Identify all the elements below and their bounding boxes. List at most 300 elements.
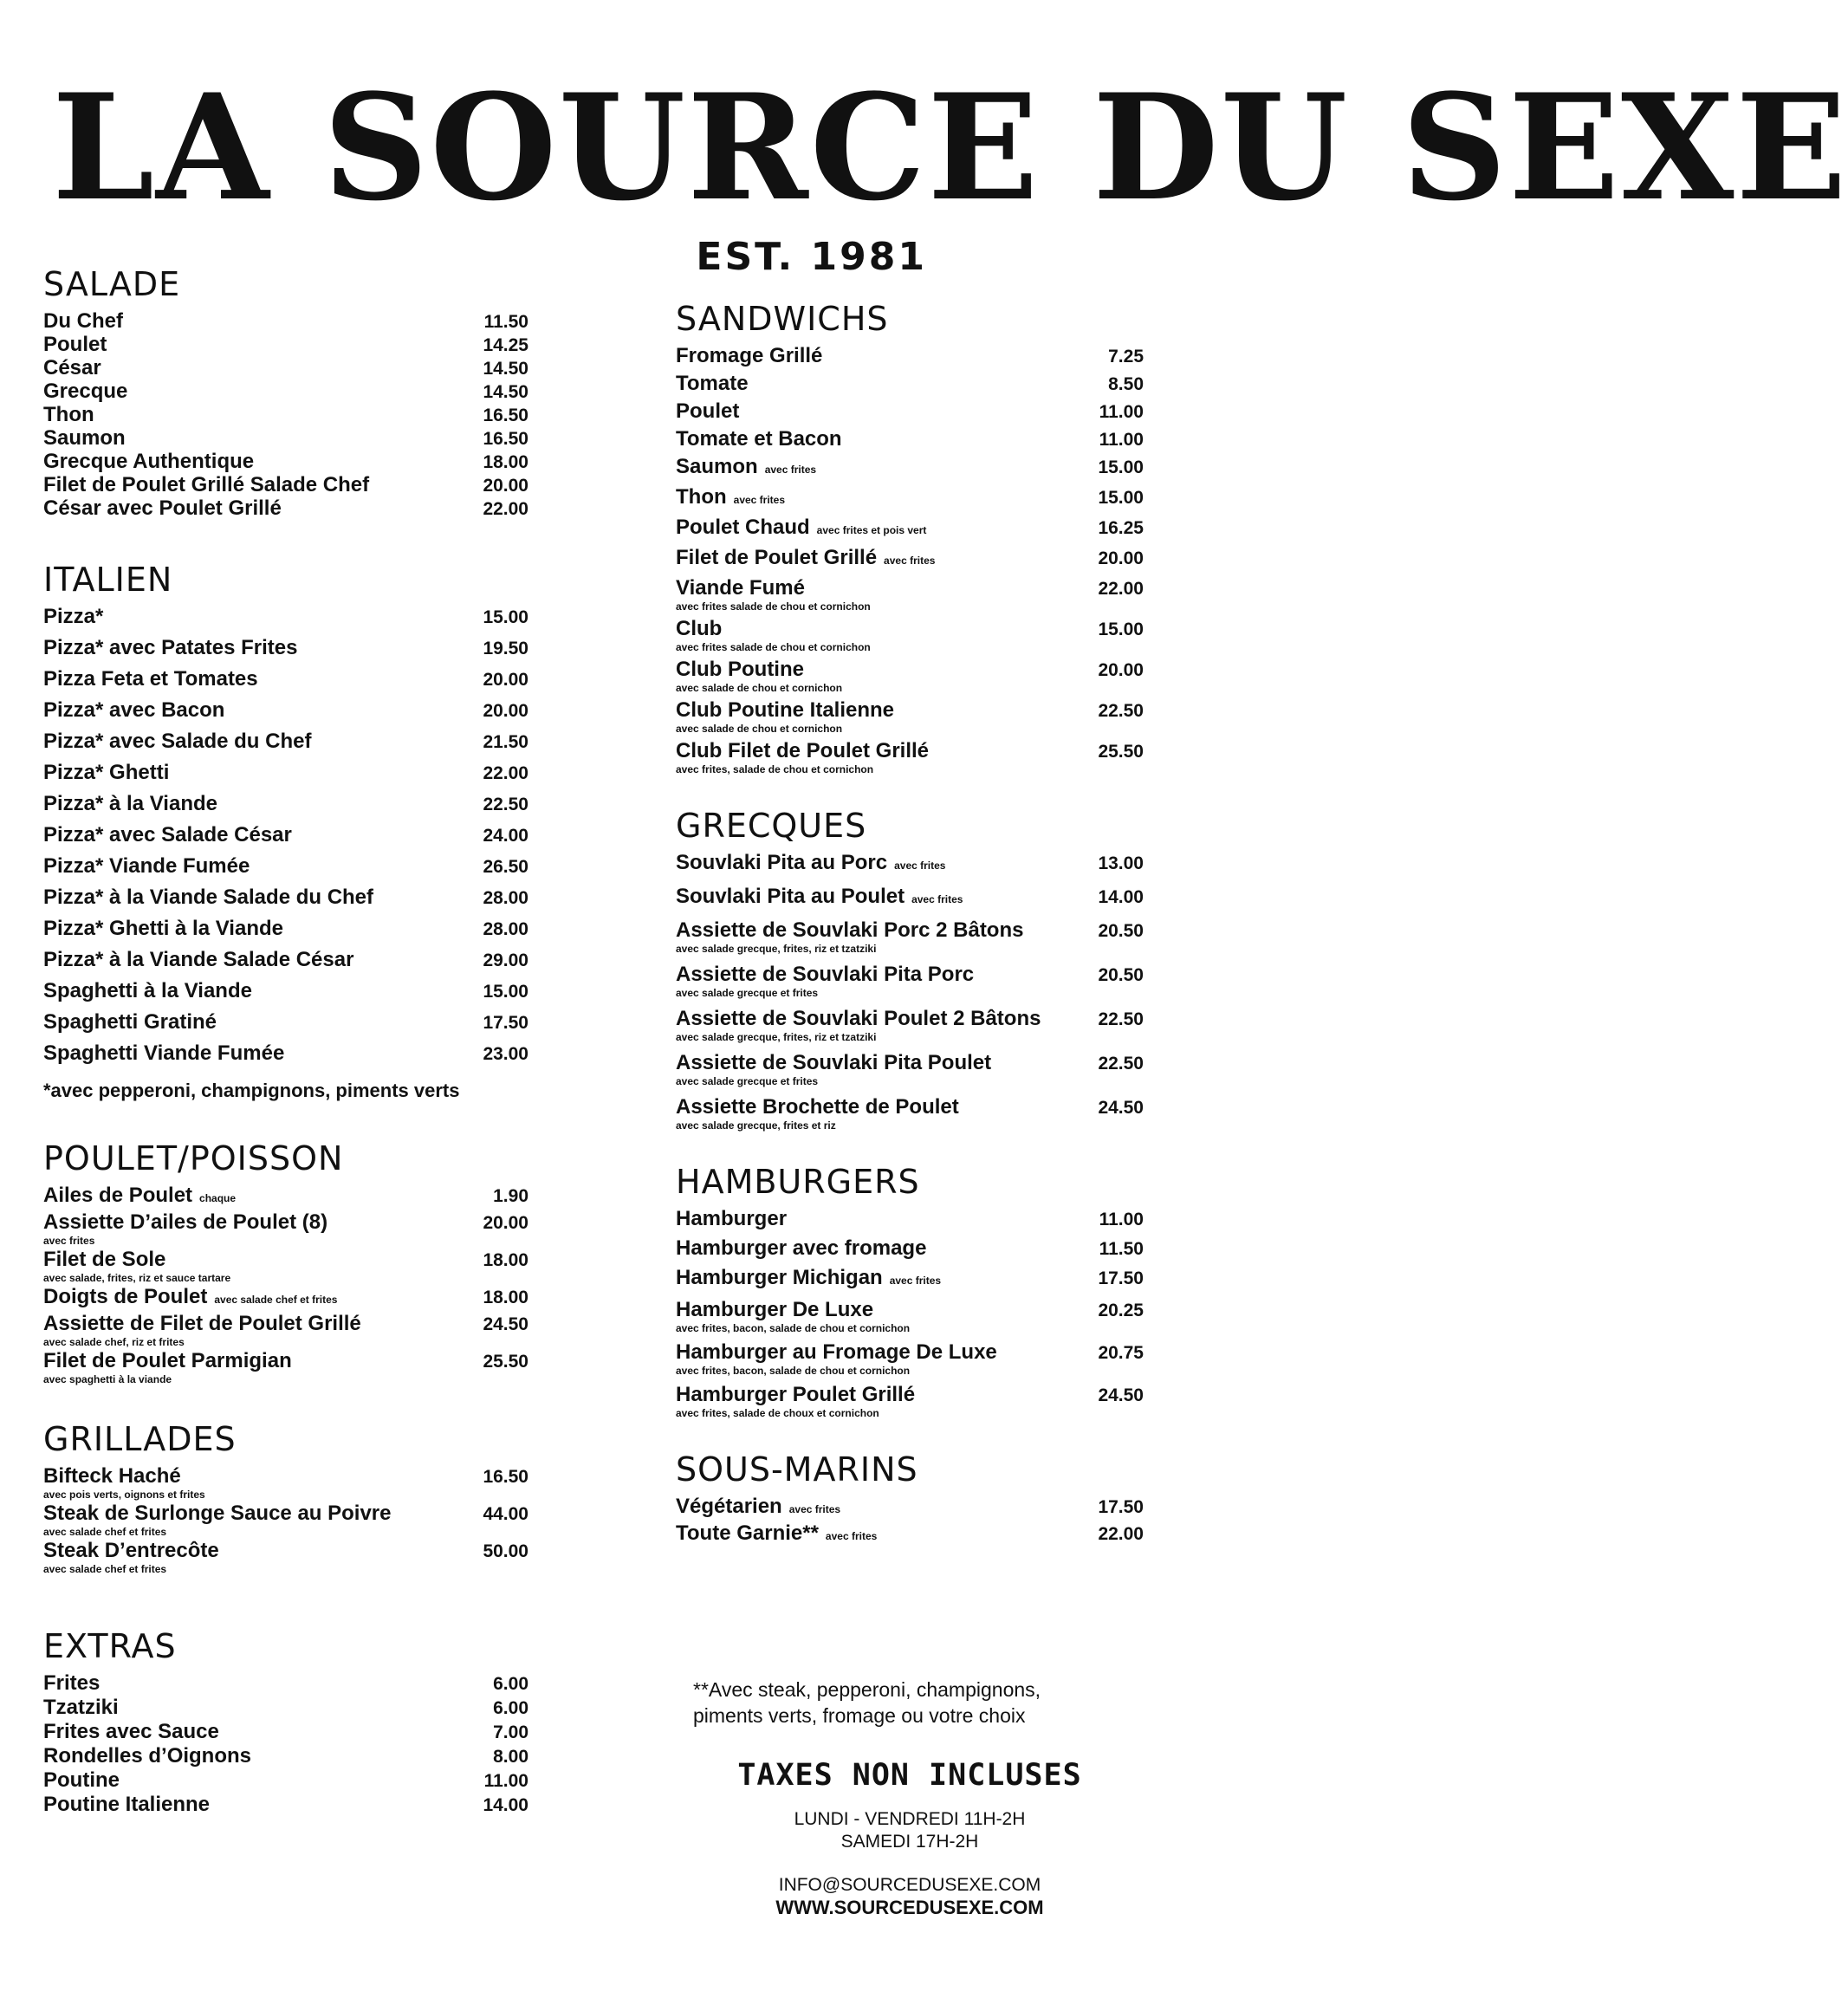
item-name-text: Poutine Italienne xyxy=(43,1793,211,1816)
item-name-text: Pizza* Ghetti à la Viande xyxy=(43,917,283,940)
menu-item xyxy=(676,1095,1144,1132)
item-name xyxy=(43,473,451,496)
item-name-text: Hamburger Poulet Grillé xyxy=(676,1383,916,1406)
item-name-text: Club Poutine xyxy=(676,658,804,681)
menu-item xyxy=(43,854,528,879)
menu-item-row xyxy=(676,576,1144,600)
item-price: 22.50 xyxy=(1098,1009,1144,1029)
item-name xyxy=(43,979,451,1003)
item-name-text: Pizza* avec Salade César xyxy=(43,823,292,847)
item-description: avec frites salade de chou et cornichon xyxy=(676,600,871,613)
item-price: 15.00 xyxy=(1098,488,1144,508)
menu-item xyxy=(43,948,528,972)
item-name-text: Club xyxy=(676,617,723,640)
item-name xyxy=(43,761,451,785)
item-name-text: Club Filet de Poulet Grillé xyxy=(676,739,930,762)
item-name xyxy=(676,546,1074,573)
item-name xyxy=(43,823,451,847)
item-description: avec salade de chou et cornichon xyxy=(676,682,843,694)
item-name-text: Poulet xyxy=(676,399,740,423)
menu-item xyxy=(676,344,1144,368)
item-price: 11.50 xyxy=(1099,1239,1144,1259)
item-name-text: Hamburger avec fromage xyxy=(676,1236,927,1260)
menu-item xyxy=(43,450,528,473)
item-note: avec frites xyxy=(825,1530,878,1542)
item-name-text: Pizza* avec Patates Frites xyxy=(43,636,298,659)
item-price: 11.50 xyxy=(483,312,528,332)
item-name-text: Tzatziki xyxy=(43,1696,119,1719)
menu-item xyxy=(676,1521,1144,1548)
menu-item xyxy=(676,1340,1144,1378)
item-description: avec salade grecque, frites, riz et tzatziki xyxy=(676,1031,877,1043)
menu-item xyxy=(43,1312,528,1349)
item-name xyxy=(43,1312,451,1336)
menu-list xyxy=(43,1464,528,1576)
item-name-text: Doigts de Poulet xyxy=(43,1285,208,1308)
menu-item-row xyxy=(43,1312,528,1336)
item-name xyxy=(43,1248,451,1272)
menu-item-row xyxy=(43,1210,528,1235)
item-price: 20.00 xyxy=(1098,548,1144,568)
item-description: avec salade chef et frites xyxy=(43,1563,167,1575)
item-name xyxy=(43,1184,451,1210)
menu-item xyxy=(676,372,1144,396)
menu-item xyxy=(43,1539,528,1576)
menu-item xyxy=(676,1495,1144,1521)
menu-item xyxy=(43,403,528,426)
item-price: 16.50 xyxy=(483,429,528,449)
item-description: avec salade grecque, frites et riz xyxy=(676,1119,836,1132)
item-price: 20.75 xyxy=(1098,1343,1144,1363)
menu-item xyxy=(676,399,1144,424)
menu-item-row xyxy=(43,1010,528,1035)
item-price: 22.00 xyxy=(1098,1524,1144,1544)
item-name xyxy=(676,1298,1074,1322)
item-name-text: Filet de Sole xyxy=(43,1248,166,1271)
email-address: INFO@SOURCEDUSEXE.COM xyxy=(778,1875,1041,1895)
item-price: 6.00 xyxy=(493,1698,528,1718)
menu-item-row xyxy=(676,1266,1144,1293)
menu-item xyxy=(43,698,528,723)
menu-item xyxy=(676,1207,1144,1231)
menu-item-row xyxy=(43,730,528,754)
website-link[interactable]: WWW.SOURCEDUSEXE.COM xyxy=(775,1897,1044,1918)
menu-item-row xyxy=(676,885,1144,911)
menu-item-row xyxy=(676,617,1144,641)
section-title: EXTRAS xyxy=(43,1627,177,1665)
menu-item xyxy=(676,516,1144,542)
section-title: ITALIEN xyxy=(43,561,173,599)
item-price: 14.50 xyxy=(483,382,528,402)
item-note: avec frites xyxy=(764,464,817,476)
item-name xyxy=(43,1539,451,1563)
menu-item xyxy=(43,426,528,450)
item-price: 24.50 xyxy=(1098,1098,1144,1118)
item-name xyxy=(676,485,1074,512)
menu-item xyxy=(676,918,1144,956)
section-extras xyxy=(43,1626,528,1817)
item-name-text: Hamburger xyxy=(676,1207,788,1230)
menu-item xyxy=(43,636,528,660)
menu-list xyxy=(43,605,528,1066)
item-price: 23.00 xyxy=(483,1044,528,1064)
item-price: 13.00 xyxy=(1098,853,1144,873)
item-name xyxy=(43,1768,451,1793)
menu-item xyxy=(43,730,528,754)
menu-item xyxy=(43,473,528,496)
item-price: 15.00 xyxy=(483,982,528,1002)
menu-item xyxy=(43,356,528,379)
item-name-text: Bifteck Haché xyxy=(43,1464,181,1488)
item-name xyxy=(43,1041,451,1066)
item-price: 25.50 xyxy=(483,1352,528,1372)
menu-item-row xyxy=(676,455,1144,482)
item-price: 22.00 xyxy=(1098,579,1144,599)
item-name xyxy=(43,403,451,426)
item-description: avec salade chef et frites xyxy=(43,1526,167,1538)
item-name-text: Pizza* avec Bacon xyxy=(43,698,225,722)
menu-item-row xyxy=(43,426,528,450)
menu-list xyxy=(43,309,528,520)
item-note: chaque xyxy=(199,1192,237,1204)
item-name xyxy=(43,450,451,473)
menu-item-row xyxy=(676,1095,1144,1119)
item-name-text: Filet de Poulet Grillé Salade Chef xyxy=(43,473,370,496)
item-name xyxy=(676,739,1074,763)
menu-item-row xyxy=(43,979,528,1003)
menu-item xyxy=(43,1744,528,1768)
item-price: 20.00 xyxy=(483,701,528,721)
menu-item-row xyxy=(43,1502,528,1526)
menu-item xyxy=(43,979,528,1003)
item-name xyxy=(43,426,451,450)
item-name-text: Frites avec Sauce xyxy=(43,1720,219,1743)
menu-item xyxy=(43,792,528,816)
menu-item xyxy=(43,1671,528,1696)
menu-item xyxy=(676,617,1144,654)
item-price: 7.25 xyxy=(1108,347,1144,367)
section-title: GRECQUES xyxy=(676,807,867,845)
section-sandwichs xyxy=(676,299,1144,776)
item-description: avec salade de chou et cornichon xyxy=(676,723,843,735)
item-price: 11.00 xyxy=(483,1771,528,1791)
item-name xyxy=(676,344,1074,368)
item-name-text: Grecque Authentique xyxy=(43,450,255,473)
menu-item-row xyxy=(43,792,528,816)
item-price: 15.00 xyxy=(1098,620,1144,639)
menu-left-column xyxy=(43,264,528,1817)
item-description: avec spaghetti à la viande xyxy=(43,1373,172,1385)
item-price: 19.50 xyxy=(483,639,528,658)
section-sous-marins xyxy=(676,1450,1144,1548)
menu-item xyxy=(676,1383,1144,1420)
menu-item xyxy=(43,1210,528,1248)
section-title: GRILLADES xyxy=(43,1420,237,1458)
section-hamburgers xyxy=(676,1162,1144,1420)
menu-item-row xyxy=(676,1298,1144,1322)
item-price: 22.00 xyxy=(483,499,528,519)
item-name-text: César avec Poulet Grillé xyxy=(43,496,282,520)
item-name-text: Saumon xyxy=(43,426,126,450)
menu-item xyxy=(43,823,528,847)
item-price: 50.00 xyxy=(483,1541,528,1561)
item-name xyxy=(43,1696,451,1720)
item-note: avec frites xyxy=(788,1503,841,1515)
item-name-text: Grecque xyxy=(43,379,128,403)
item-price: 8.00 xyxy=(493,1747,528,1767)
menu-item-row xyxy=(676,1236,1144,1261)
menu-item-row xyxy=(43,1041,528,1066)
item-price: 22.50 xyxy=(1098,701,1144,721)
hours-saturday: SAMEDI 17H-2H xyxy=(840,1832,979,1852)
menu-item-row xyxy=(43,1671,528,1696)
menu-item xyxy=(43,1464,528,1502)
item-note: avec frites xyxy=(894,860,946,872)
item-name-text: Spaghetti à la Viande xyxy=(43,979,252,1002)
item-description: avec salade, frites, riz et sauce tartare xyxy=(43,1272,231,1284)
item-name xyxy=(676,658,1074,682)
item-name-text: Filet de Poulet Parmigian xyxy=(43,1349,292,1372)
menu-item xyxy=(676,739,1144,776)
menu-item xyxy=(43,761,528,785)
item-name xyxy=(43,1349,451,1373)
item-name-text: Ailes de Poulet xyxy=(43,1184,193,1207)
menu-item-row xyxy=(676,963,1144,987)
menu-item xyxy=(676,485,1144,512)
item-name-text: Assiette de Souvlaki Poulet 2 Bâtons xyxy=(676,1007,1041,1030)
menu-item-row xyxy=(676,427,1144,451)
item-name xyxy=(43,1720,451,1744)
item-name-text: Thon xyxy=(43,403,94,426)
item-price: 22.50 xyxy=(483,795,528,814)
menu-item xyxy=(676,851,1144,878)
menu-item-row xyxy=(43,667,528,691)
section-title: SALADE xyxy=(43,265,181,303)
item-price: 16.50 xyxy=(483,405,528,425)
menu-item xyxy=(43,1010,528,1035)
menu-item-row xyxy=(676,1207,1144,1231)
menu-item-row xyxy=(676,1383,1144,1407)
item-name xyxy=(676,885,1074,911)
item-name-text: Poulet Chaud xyxy=(676,516,810,539)
item-price: 17.50 xyxy=(1098,1497,1144,1517)
section-grecques xyxy=(676,806,1144,1132)
item-name-text: Viande Fumé xyxy=(676,576,805,600)
item-name-text: Hamburger au Fromage De Luxe xyxy=(676,1340,997,1364)
item-name xyxy=(676,455,1074,482)
item-name-text: Pizza* Viande Fumée xyxy=(43,854,250,878)
section-grillades xyxy=(43,1419,528,1576)
menu-item xyxy=(43,496,528,520)
item-name xyxy=(676,1207,1074,1231)
item-description: avec pois verts, oignons et frites xyxy=(43,1489,205,1501)
section-italien xyxy=(43,560,528,1104)
item-name xyxy=(43,854,451,879)
item-name-text: Tomate xyxy=(676,372,749,395)
item-name xyxy=(676,698,1074,723)
menu-item-row xyxy=(43,1720,528,1744)
menu-item-row xyxy=(43,636,528,660)
item-price: 11.00 xyxy=(1099,430,1144,450)
item-price: 25.50 xyxy=(1098,742,1144,762)
menu-item-row xyxy=(676,739,1144,763)
menu-item-row xyxy=(43,379,528,403)
menu-item-row xyxy=(43,917,528,941)
item-name xyxy=(43,730,451,754)
item-price: 21.50 xyxy=(483,732,528,752)
menu-item xyxy=(676,455,1144,482)
menu-item xyxy=(43,1285,528,1312)
item-name-text: Spaghetti Gratiné xyxy=(43,1010,217,1034)
menu-item xyxy=(43,333,528,356)
item-name-text: Thon xyxy=(676,485,727,509)
item-name xyxy=(676,1236,1074,1261)
item-price: 20.00 xyxy=(483,670,528,690)
item-price: 6.00 xyxy=(493,1674,528,1694)
item-name xyxy=(43,1210,451,1235)
item-name-text: Hamburger Michigan xyxy=(676,1266,883,1289)
menu-item-row xyxy=(676,1495,1144,1521)
item-name xyxy=(676,617,1074,641)
item-description: avec frites, salade de choux et cornichon xyxy=(676,1407,879,1419)
menu-item-row xyxy=(676,1521,1144,1548)
item-price: 22.00 xyxy=(483,763,528,783)
item-name xyxy=(43,698,451,723)
item-name xyxy=(676,1340,1074,1365)
item-price: 18.00 xyxy=(483,1288,528,1307)
item-price: 14.00 xyxy=(1098,887,1144,907)
menu-item-row xyxy=(676,546,1144,573)
menu-item xyxy=(43,1696,528,1720)
item-name xyxy=(43,1010,451,1035)
menu-item-row xyxy=(43,1285,528,1312)
menu-item-row xyxy=(43,1464,528,1489)
item-name xyxy=(43,309,451,333)
item-description: avec salade grecque et frites xyxy=(676,987,819,999)
menu-item-row xyxy=(43,948,528,972)
menu-item-row xyxy=(43,854,528,879)
item-price: 11.00 xyxy=(1099,1210,1144,1229)
item-name-text: Frites xyxy=(43,1671,101,1695)
item-description: avec frites, salade de chou et cornichon xyxy=(676,763,874,775)
item-name xyxy=(43,1502,451,1526)
menu-item xyxy=(43,1349,528,1386)
logo-established: EST. 1981 xyxy=(696,235,927,279)
item-price: 18.00 xyxy=(483,1250,528,1270)
item-name-text: Pizza* à la Viande Salade du Chef xyxy=(43,885,374,909)
item-price: 24.50 xyxy=(1098,1385,1144,1405)
menu-item-row xyxy=(43,1349,528,1373)
item-description: avec frites, bacon, salade de chou et cornichon xyxy=(676,1365,911,1377)
menu-item-row xyxy=(676,399,1144,424)
item-name xyxy=(43,885,451,910)
menu-list xyxy=(676,1207,1144,1420)
menu-item xyxy=(676,658,1144,695)
item-price: 24.00 xyxy=(483,826,528,846)
item-price: 22.50 xyxy=(1098,1054,1144,1074)
item-name-text: Assiette Brochette de Poulet xyxy=(676,1095,959,1119)
item-description: avec frites xyxy=(43,1235,95,1247)
item-name-text: Toute Garnie** xyxy=(676,1521,819,1545)
menu-item-row xyxy=(676,1051,1144,1075)
menu-item-row xyxy=(43,496,528,520)
menu-item-row xyxy=(676,918,1144,943)
item-description: avec frites salade de chou et cornichon xyxy=(676,641,871,653)
menu-item-row xyxy=(43,1696,528,1720)
item-name xyxy=(43,948,451,972)
item-price: 16.50 xyxy=(483,1467,528,1487)
restaurant-logo xyxy=(52,52,1848,286)
menu-item-row xyxy=(43,309,528,333)
item-name-text: Assiette de Souvlaki Porc 2 Bâtons xyxy=(676,918,1024,942)
item-name-text: Poutine xyxy=(43,1768,120,1792)
menu-list xyxy=(676,1495,1144,1548)
menu-list xyxy=(43,1184,528,1386)
item-name-text: Hamburger De Luxe xyxy=(676,1298,874,1321)
item-note: avec frites xyxy=(733,494,786,506)
menu-item xyxy=(676,698,1144,736)
menu-item xyxy=(43,309,528,333)
menu-item-row xyxy=(676,658,1144,682)
item-price: 20.00 xyxy=(483,1213,528,1233)
item-description: avec salade grecque et frites xyxy=(676,1075,819,1087)
item-name xyxy=(676,1266,1074,1293)
section-title: HAMBURGERS xyxy=(676,1163,920,1201)
item-price: 44.00 xyxy=(483,1504,528,1524)
menu-item-row xyxy=(43,1184,528,1210)
item-name-text: Fromage Grillé xyxy=(676,344,823,367)
menu-item-row xyxy=(43,761,528,785)
item-name xyxy=(676,1495,1074,1521)
section-poulet-poisson xyxy=(43,1138,528,1386)
menu-item-row xyxy=(43,450,528,473)
item-name xyxy=(676,1007,1074,1031)
item-name-text: Assiette de Souvlaki Pita Poulet xyxy=(676,1051,992,1074)
item-name xyxy=(676,576,1074,600)
menu-list xyxy=(676,851,1144,1132)
info-block xyxy=(676,1677,1144,1919)
logo-title: LA SOURCE DU SEXE xyxy=(52,62,1848,233)
item-note: avec frites xyxy=(911,893,963,905)
item-name xyxy=(43,667,451,691)
item-name xyxy=(676,963,1074,987)
item-price: 15.00 xyxy=(483,607,528,627)
item-note: avec frites xyxy=(889,1275,942,1287)
item-name xyxy=(676,1521,1074,1548)
item-description: avec salade chef, riz et frites xyxy=(43,1336,185,1348)
menu-item-row xyxy=(676,1007,1144,1031)
menu-item xyxy=(676,963,1144,1000)
item-name-text: Spaghetti Viande Fumée xyxy=(43,1041,285,1065)
menu-item-row xyxy=(43,1539,528,1563)
menu-item-row xyxy=(43,333,528,356)
item-name-text: Végétarien xyxy=(676,1495,782,1518)
item-price: 20.50 xyxy=(1098,965,1144,985)
item-price: 20.50 xyxy=(1098,921,1144,941)
menu-list xyxy=(676,344,1144,776)
menu-item xyxy=(43,1793,528,1817)
menu-item-row xyxy=(676,344,1144,368)
item-note: avec salade chef et frites xyxy=(214,1294,338,1306)
menu-item-row xyxy=(676,516,1144,542)
item-name-text: Pizza* xyxy=(43,605,104,628)
item-price: 20.00 xyxy=(483,476,528,496)
menu-item-row xyxy=(43,1744,528,1768)
menu-item xyxy=(676,885,1144,911)
section-salade xyxy=(43,264,528,520)
item-name-text: Club Poutine Italienne xyxy=(676,698,895,722)
item-note: avec frites xyxy=(884,555,936,567)
